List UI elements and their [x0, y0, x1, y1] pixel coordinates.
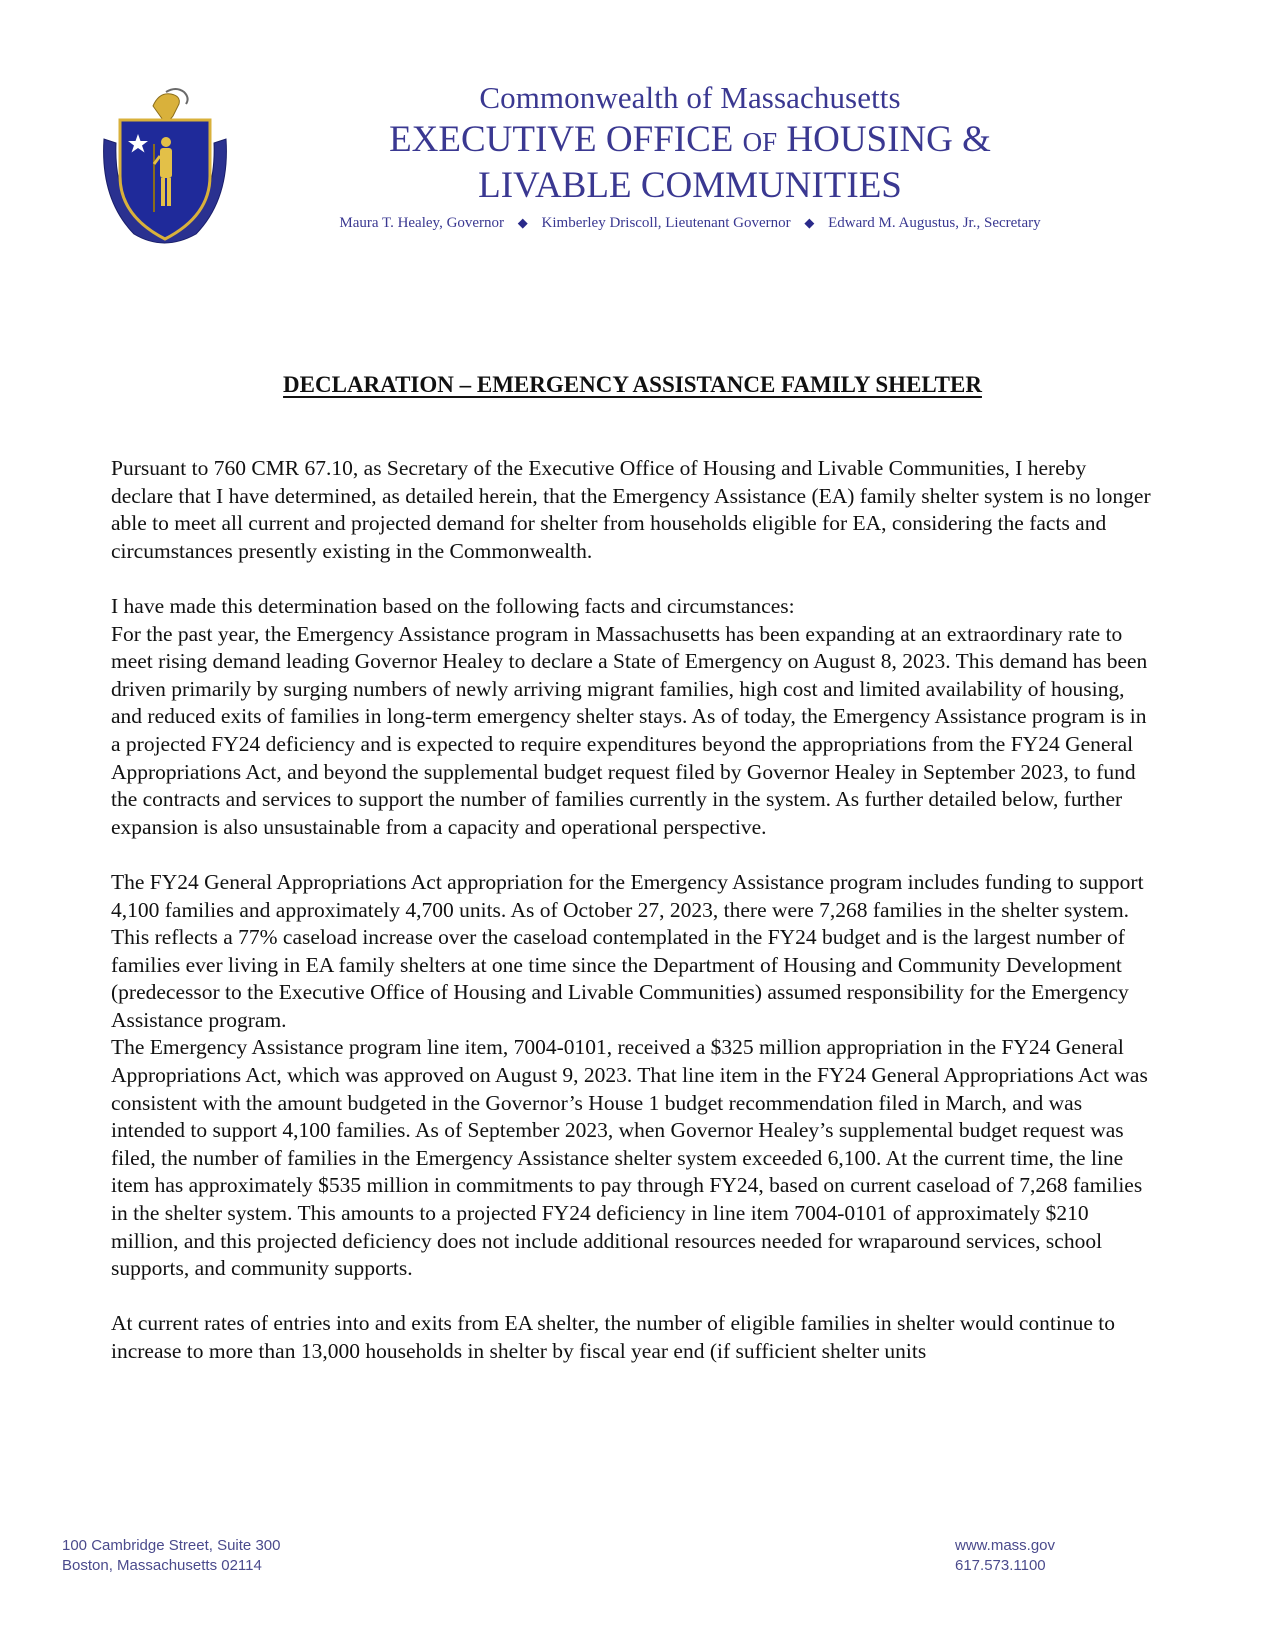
phone-number: 617.573.1100: [955, 1557, 1046, 1574]
website-link[interactable]: www.mass.gov: [955, 1537, 1056, 1554]
diamond-icon: ◆: [517, 215, 528, 230]
agency-name-part: EXECUTIVE OFFICE: [389, 119, 743, 160]
lieutenant-governor: Kimberley Driscoll, Lieutenant Governor: [541, 215, 791, 231]
paragraph-background: For the past year, the Emergency Assistance program in Massachusetts has been expanding at an extraordinary rate to meet rising demand leading Governor Healey to declare a State of Emergency on August 8, 2023. This demand has been driven primarily by surging numbers of newly arriving migrant families, high cost and limited availability of housing, and reduced exits of families in long-term emergency shelter stays. As of today, the Emergency Assistance program is in a projected FY24 deficiency and is expected to require expenditures beyond the appropriations from the FY24 General Appropriations Act, and beyond the supplemental budget request filed by Governor Healey in September 2023, to fund the contracts and services to support the number of families currently in the system. As further detailed below, further expansion is also unsustainable from a capacity and operational perspective.: [111, 621, 1148, 839]
paragraph-budget: The Emergency Assistance program line item, 7004-0101, received a $325 million appropriation in the FY24 General Appropriations Act, which was approved on August 9, 2023. That line item in the FY24 General Appropriations Act was consistent with the amount budgeted in the Governor’s House 1 budget recommendation filed in March, and was intended to support 4,100 families. As of September 2023, when Governor Healey’s supplemental budget request was filed, the number of families in the Emergency Assistance shelter system exceeded 6,100. At the current time, the line item has approximately $535 million in commitments to pay through FY24, based on current caseload of 7,268 families in the shelter system. This amounts to a projected FY24 deficiency in line item 7004-0101 of approximately $210 million, and this projected deficiency does not include additional resources needed for wraparound services, school supports, and community supports.: [111, 1035, 1148, 1281]
footer-address: [62, 1536, 280, 1576]
diamond-icon: ◆: [804, 215, 815, 230]
paragraph-caseload: The FY24 General Appropriations Act appropriation for the Emergency Assistance program includes funding to support 4,100 families and approximately 4,700 units. As of October 27, 2023, there were 7,268 families in the shelter system. This reflects a 77% caseload increase over the caseload contemplated in the FY24 budget and is the largest number of families ever living in EA family shelters at one time since the Department of Housing and Community Development (predecessor to the Executive Office of Housing and Livable Communities) assumed responsibility for the Emergency Assistance program.: [111, 869, 1144, 1032]
document-body: [111, 455, 1151, 1393]
footer-contact: [955, 1536, 1055, 1576]
paragraph-declaration: Pursuant to 760 CMR 67.10, as Secretary of the Executive Office of Housing and Livable Communities, I hereby declare that I have determined, as detailed herein, that the Emergency Assistance (EA) family shelter system is no longer able to meet all current and projected demand for shelter from households eligible for EA, considering the facts and circumstances presently existing in the Commonwealth.: [111, 456, 1151, 563]
secretary: Edward M. Augustus, Jr., Secretary: [828, 215, 1041, 231]
address-line2: Boston, Massachusetts 02114: [62, 1557, 262, 1574]
paragraph-determination-intro: I have made this determination based on the following facts and circumstances:: [111, 593, 795, 618]
agency-name-of: OF: [742, 127, 778, 157]
document-title: [0, 372, 1265, 398]
agency-name-line1: [300, 118, 1080, 164]
governor: Maura T. Healey, Governor: [339, 215, 505, 231]
commonwealth-name: Commonwealth of Massachusetts: [479, 80, 901, 115]
agency-name-line2: LIVABLE COMMUNITIES: [478, 165, 902, 206]
letterhead: [300, 80, 1080, 233]
paragraph-projection: At current rates of entries into and exits from EA shelter, the number of eligible families in shelter would continue to increase to more than 13,000 households in shelter by fiscal year end (if sufficient shelter units: [111, 1311, 1115, 1363]
officials-line: [300, 213, 1080, 233]
address-line1: 100 Cambridge Street, Suite 300: [62, 1537, 281, 1554]
agency-name-part: HOUSING &: [777, 119, 991, 160]
document-title-text: DECLARATION – EMERGENCY ASSISTANCE FAMILY SHELTER: [283, 372, 982, 397]
massachusetts-seal-icon: [98, 84, 232, 254]
